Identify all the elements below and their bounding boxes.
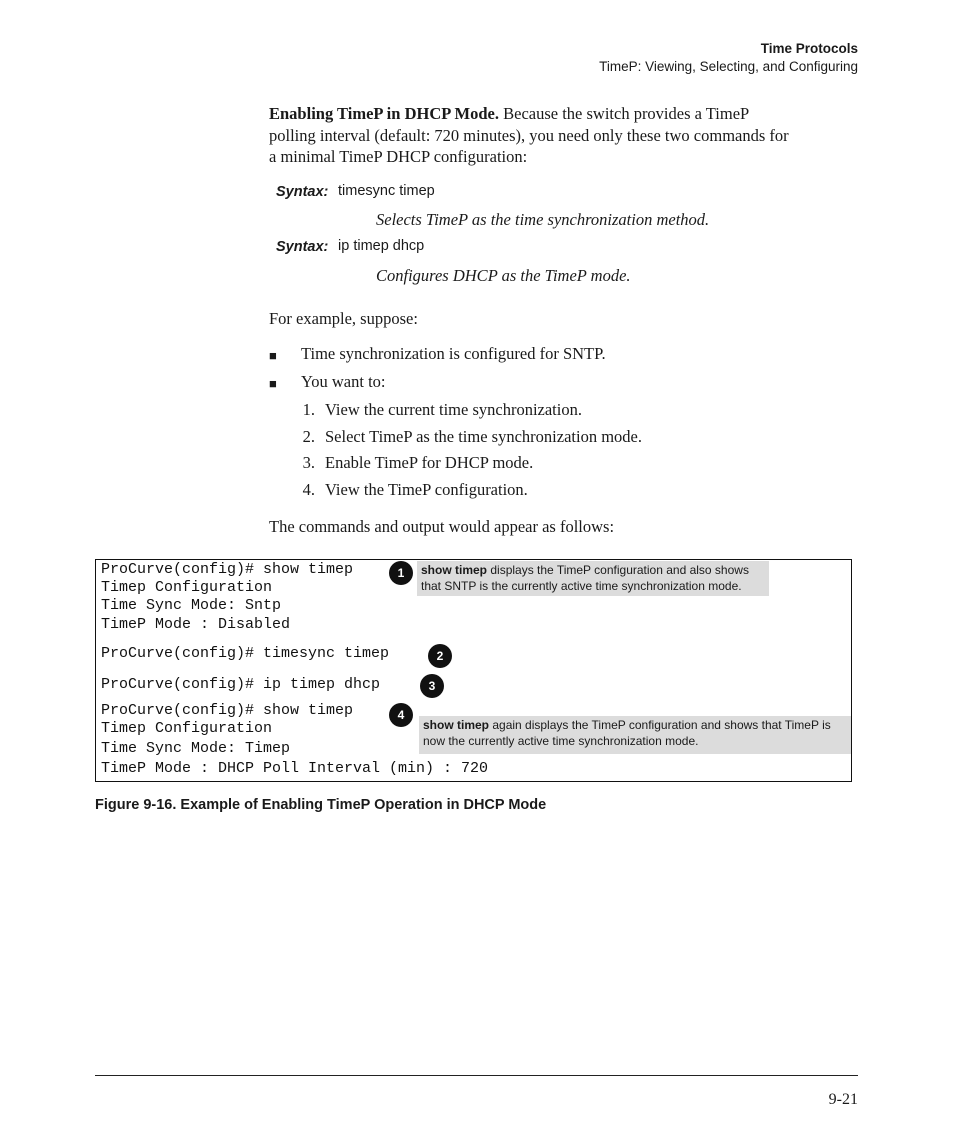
syntax-description: Configures DHCP as the TimeP mode. <box>376 266 631 285</box>
intro-line-2: polling interval (default: 720 minutes), you need only these two commands for <box>269 125 789 145</box>
intro-lead: Enabling TimeP in DHCP Mode. <box>269 104 499 123</box>
step-text: View the current time synchronization. <box>325 400 582 419</box>
cli-line: TimeP Mode : DHCP Poll Interval (min) : 720 <box>101 760 489 777</box>
step-text: Enable TimeP for DHCP mode. <box>325 453 534 472</box>
step-number: 3. <box>302 453 315 472</box>
cli-line: ProCurve(config)# show timep <box>101 702 354 719</box>
intro-paragraph <box>269 103 861 168</box>
intro-line-1: Because the switch provides a TimeP <box>498 104 750 123</box>
callout-command: show timep <box>421 563 488 577</box>
running-header-subtitle: TimeP: Viewing, Selecting, and Configuring <box>599 59 858 74</box>
callout-text: displays the TimeP configuration and also shows that SNTP is the currently active time synchronization mode. <box>421 563 749 593</box>
cli-line: Timep Configuration <box>101 579 273 596</box>
step-text: Select TimeP as the time synchronization mode. <box>325 427 642 446</box>
step-text: View the TimeP configuration. <box>325 480 528 499</box>
syntax-label: Syntax: <box>276 184 329 200</box>
running-header-title: Time Protocols <box>760 41 858 56</box>
page-number: 9-21 <box>828 1091 858 1108</box>
footer-rule <box>95 1075 858 1076</box>
syntax-command: timesync timep <box>338 183 435 199</box>
callout-text: again displays the TimeP configuration and shows that TimeP is now the currently active time synchronization mode. <box>423 718 831 748</box>
syntax-label: Syntax: <box>276 239 329 255</box>
bullet-glyph: ■ <box>269 348 277 363</box>
callout-badge-3: 3 <box>420 674 444 698</box>
bullet-item: Time synchronization is configured for SNTP. <box>301 344 606 363</box>
callout-badge-4: 4 <box>389 703 413 727</box>
example-intro: For example, suppose: <box>269 309 418 328</box>
bullet-item: You want to: <box>301 372 386 391</box>
cli-line: ProCurve(config)# show timep <box>101 561 354 578</box>
bullet-glyph: ■ <box>269 376 277 391</box>
cli-line: TimeP Mode : Disabled <box>101 616 291 633</box>
figure-caption: Figure 9-16. Example of Enabling TimeP Operation in DHCP Mode <box>95 797 547 813</box>
callout-command: show timep <box>423 718 490 732</box>
step-number: 1. <box>302 400 315 419</box>
cli-line: Time Sync Mode: Timep <box>101 740 291 757</box>
commands-intro: The commands and output would appear as follows: <box>269 517 615 536</box>
cli-line: ProCurve(config)# ip timep dhcp <box>101 676 381 693</box>
cli-line: Timep Configuration <box>101 720 273 737</box>
callout-badge-1: 1 <box>389 561 413 585</box>
cli-line: ProCurve(config)# timesync timep <box>101 645 390 662</box>
callout-badge-2: 2 <box>428 644 452 668</box>
syntax-description: Selects TimeP as the time synchronization method. <box>376 210 710 229</box>
syntax-command: ip timep dhcp <box>338 238 425 254</box>
callout-note-1 <box>417 561 769 596</box>
step-number: 2. <box>302 427 315 446</box>
intro-line-3: a minimal TimeP DHCP configuration: <box>269 147 528 166</box>
cli-line: Time Sync Mode: Sntp <box>101 597 282 614</box>
step-number: 4. <box>302 480 315 499</box>
callout-note-2 <box>419 716 851 754</box>
